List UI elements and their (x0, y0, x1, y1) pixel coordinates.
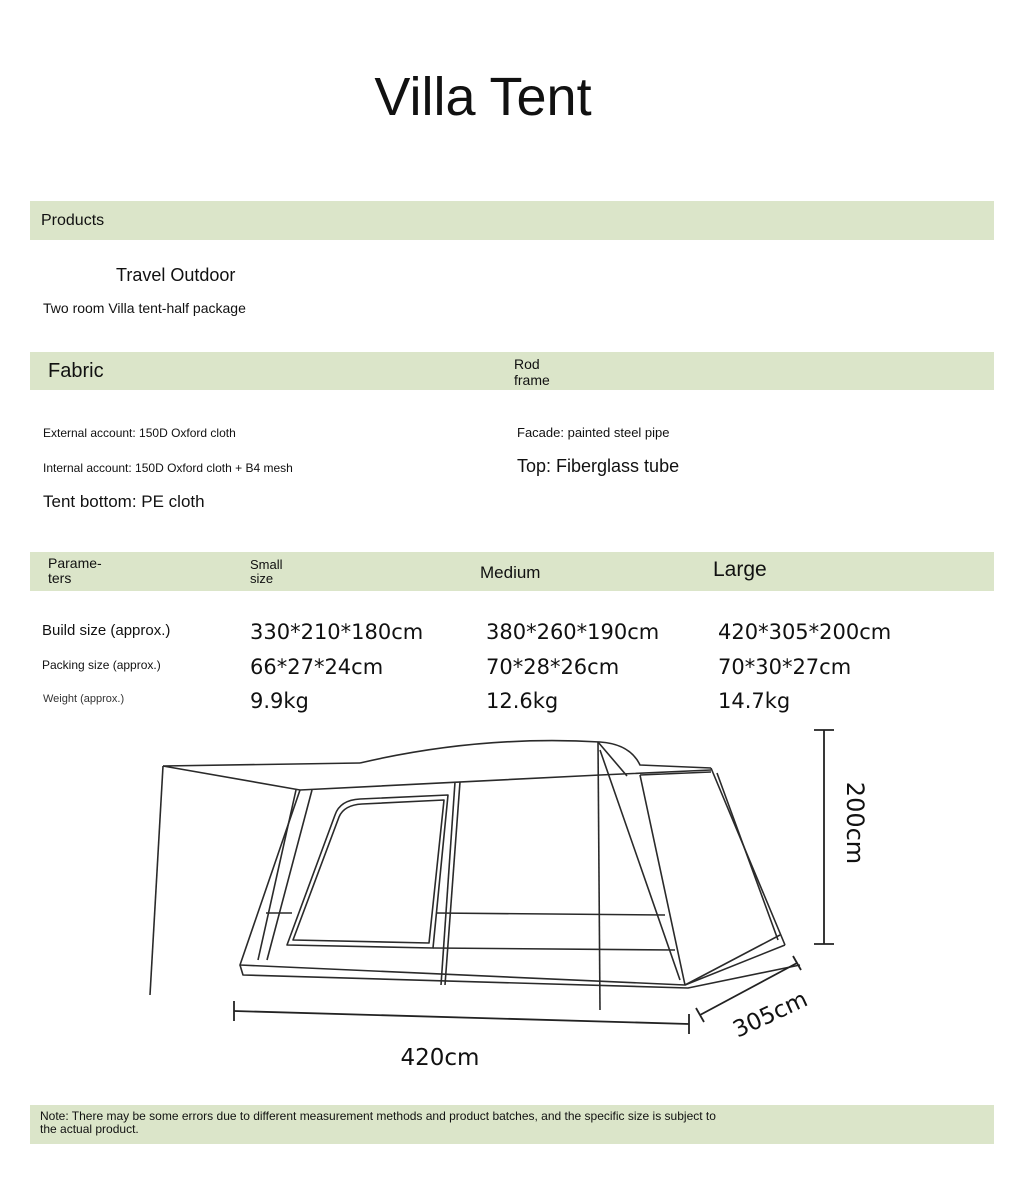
build-size-small: 330*210*180cm (250, 620, 424, 644)
tent-base (240, 790, 785, 985)
packing-size-large: 70*30*27cm (718, 655, 852, 679)
depth-tick-right (793, 956, 801, 970)
weight-medium: 12.6kg (486, 689, 559, 713)
tent-outline (150, 741, 800, 1010)
dimension-lines (234, 730, 834, 1034)
weight-small: 9.9kg (250, 689, 309, 713)
right-wall-bottom (685, 935, 780, 985)
fabric-header: Fabric (48, 360, 104, 382)
note-line-2: the actual product. (40, 1122, 139, 1136)
fabric-item-bottom: Tent bottom: PE cloth (43, 492, 205, 511)
depth-label: 305cm (729, 986, 812, 1044)
note-line-1: Note: There may be some errors due to different measurement methods and product batches, and the specific size is subject to (40, 1109, 716, 1123)
large-header: Large (713, 558, 767, 581)
rod-header-line-1: Rod (514, 356, 540, 372)
awning-pole (150, 766, 163, 995)
door-inner (293, 800, 444, 943)
window-line-top (436, 913, 665, 915)
rod-header-line-2: frame (514, 372, 550, 388)
roof-curve (360, 741, 711, 768)
medium-header: Medium (480, 563, 541, 582)
row-label-weight: Weight (approx.) (43, 693, 125, 705)
window-line-bottom (433, 948, 675, 950)
packing-size-medium: 70*28*26cm (486, 655, 620, 679)
door-outer (287, 795, 448, 948)
front-right-edge (640, 775, 685, 985)
row-label-build: Build size (approx.) (42, 622, 171, 639)
products-line-1: Travel Outdoor (116, 265, 236, 285)
row-label-packing: Packing size (approx.) (42, 658, 161, 672)
small-header-line-2: size (250, 571, 274, 586)
rod-item-facade: Facade: painted steel pipe (517, 425, 670, 440)
build-size-medium: 380*260*190cm (486, 620, 660, 644)
small-header-line-1: Small (250, 557, 283, 572)
awning-top (163, 763, 360, 766)
build-size-large: 420*305*200cm (718, 620, 892, 644)
width-label: 420cm (400, 1045, 480, 1071)
fabric-item-external: External account: 150D Oxford cloth (43, 426, 236, 440)
page-title: Villa Tent (374, 67, 592, 127)
products-line-2: Two room Villa tent-half package (43, 300, 246, 316)
params-header-line-2: ters (48, 570, 72, 586)
note-band (30, 1105, 994, 1144)
height-label: 200cm (841, 781, 869, 865)
corner-pole (600, 750, 680, 980)
weight-large: 14.7kg (718, 689, 791, 713)
depth-tick-left (696, 1008, 704, 1022)
fabric-item-internal: Internal account: 150D Oxford cloth + B4 mesh (43, 461, 293, 475)
params-header-line-1: Parame- (48, 555, 102, 571)
products-header: Products (41, 212, 105, 229)
awning-edge (163, 766, 711, 790)
back-right-pole-inner (717, 773, 778, 940)
front-pole (598, 742, 600, 1010)
width-dimension-line (234, 1011, 689, 1024)
packing-size-small: 66*27*24cm (250, 655, 384, 679)
rod-item-top: Top: Fiberglass tube (517, 456, 680, 476)
note-text (40, 1110, 716, 1136)
